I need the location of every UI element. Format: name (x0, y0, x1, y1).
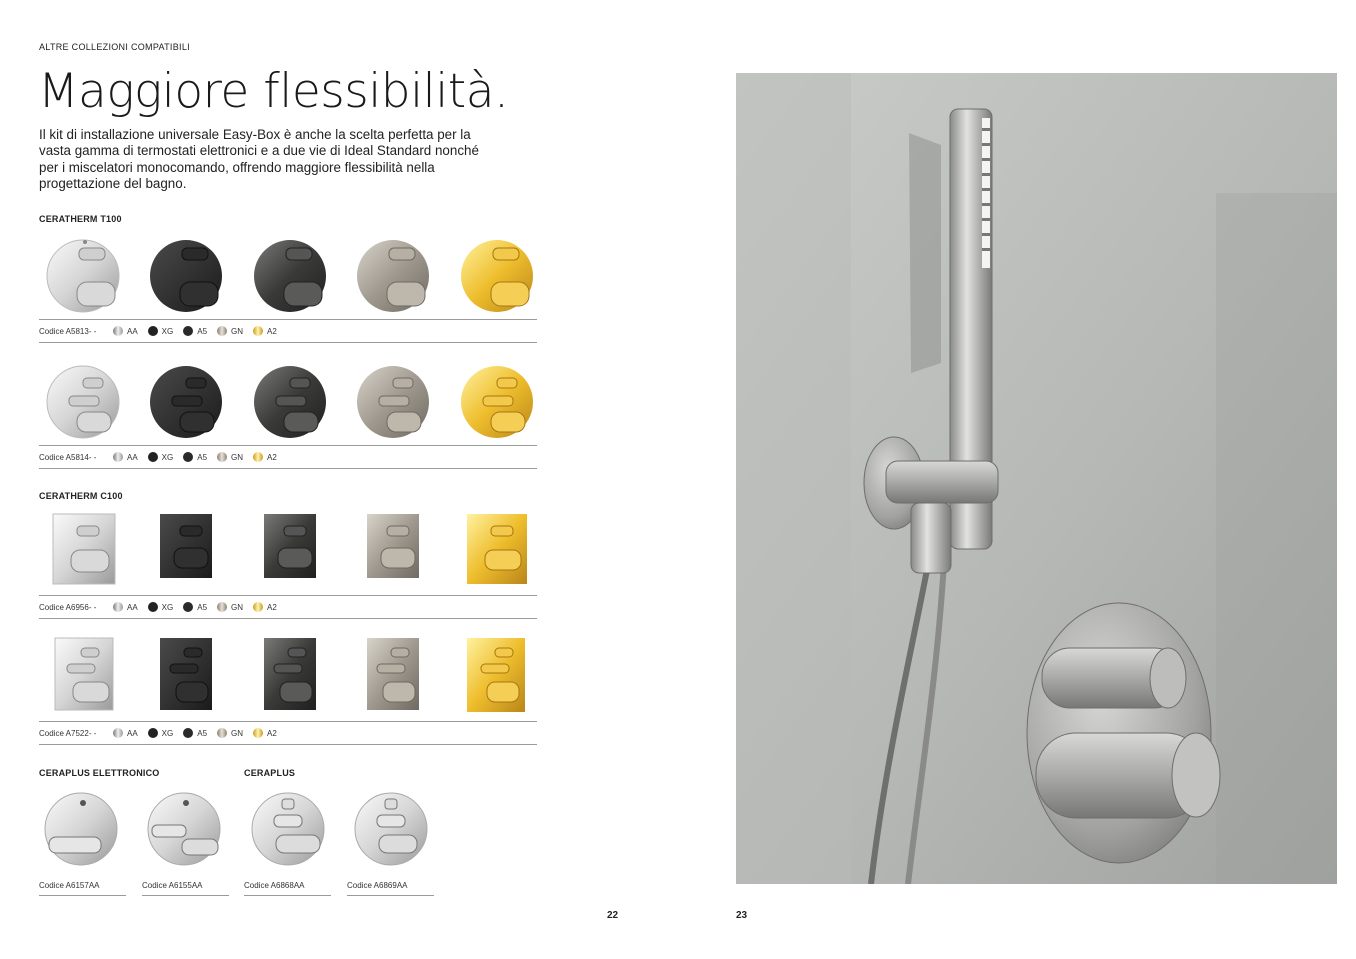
finish-dot (183, 602, 193, 612)
finish-aa: AA (113, 728, 138, 738)
product-row-a5814 (39, 356, 537, 471)
code-line (39, 601, 287, 613)
product-a6155 (142, 785, 229, 890)
finish-dot (113, 602, 123, 612)
thermostat-square-a5-image (246, 506, 338, 598)
finish-xg: XG (148, 452, 174, 462)
finish-dot (148, 452, 158, 462)
finish-xg: XG (148, 326, 174, 336)
finish-a5: A5 (183, 326, 207, 336)
finish-gn: GN (217, 728, 243, 738)
product-images (39, 632, 537, 724)
page-title: Maggiore flessibilità. (38, 64, 509, 119)
product-images (39, 230, 537, 322)
thermostat-round-gn-image (349, 230, 441, 322)
product-code: Codice A6956- - (39, 602, 97, 612)
product-row-a7522 (39, 632, 537, 747)
product-code: Codice A6157AA (39, 881, 100, 890)
finish-dot (148, 728, 158, 738)
divider (347, 895, 434, 896)
shower-set-photo (736, 73, 1337, 884)
thermostat-square-gn-image (349, 632, 441, 724)
finish-dot (113, 326, 123, 336)
finish-a2: A2 (253, 728, 277, 738)
product-code: Codice A6155AA (142, 881, 203, 890)
product-a6869 (347, 785, 434, 890)
finish-a5: A5 (183, 602, 207, 612)
finish-gn: GN (217, 326, 243, 336)
finish-dot (148, 602, 158, 612)
product-row-a6956 (39, 506, 537, 621)
section-title-ceratherm-t100: CERATHERM T100 (39, 214, 122, 224)
code-line (39, 727, 287, 739)
finish-a2: A2 (253, 326, 277, 336)
thermostat-round-xg-image (142, 356, 234, 448)
finish-dot (148, 326, 158, 336)
divider (39, 468, 537, 469)
thermostat-square-a2-image (453, 632, 545, 724)
product-code: Codice A6868AA (244, 881, 305, 890)
thermostat-square-xg-image (142, 506, 234, 598)
page-number-left: 22 (607, 910, 619, 921)
product-images (39, 506, 537, 598)
thermostat-square-xg-image (142, 632, 234, 724)
finish-aa: AA (113, 602, 138, 612)
divider (39, 721, 537, 722)
finish-dot (217, 602, 227, 612)
finish-dot (217, 452, 227, 462)
finish-a5: A5 (183, 728, 207, 738)
intro-paragraph: Il kit di installazione universale Easy-Box è anche la scelta perfetta per la vasta gamma di termostati elettronici e a due vie di Ideal Standard nonché per i miscelatori monocomando, offrendo maggiore flessibilità nella progettazione del bagno. (39, 127, 479, 192)
divider (39, 319, 537, 320)
thermostat-round-a2-image (453, 356, 545, 448)
mixer-ceraplus-image (347, 785, 434, 875)
thermostat-square-a2-image (453, 506, 545, 598)
finish-dot (183, 326, 193, 336)
mixer-electronic-image (39, 785, 126, 875)
thermostat-square-gn-image (349, 506, 441, 598)
thermostat-round-a2-image (453, 230, 545, 322)
mixer-ceraplus-image (244, 785, 331, 875)
product-code: Codice A5814- - (39, 452, 97, 462)
thermostat-round-aa-image (39, 230, 131, 322)
finish-gn: GN (217, 452, 243, 462)
finish-dot (217, 728, 227, 738)
product-row-a5813 (39, 230, 537, 345)
product-code: Codice A6869AA (347, 881, 408, 890)
mixer-electronic-image (142, 785, 229, 875)
divider (39, 895, 126, 896)
finish-dot (253, 452, 263, 462)
thermostat-round-aa-image (39, 356, 131, 448)
thermostat-square-a5-image (246, 632, 338, 724)
finish-dot (253, 728, 263, 738)
finish-aa: AA (113, 452, 138, 462)
finish-a2: A2 (253, 452, 277, 462)
divider (39, 595, 537, 596)
divider (39, 744, 537, 745)
thermostat-round-gn-image (349, 356, 441, 448)
product-images (39, 356, 537, 448)
finish-aa: AA (113, 326, 138, 336)
finish-dot (113, 452, 123, 462)
divider (39, 618, 537, 619)
thermostat-round-xg-image (142, 230, 234, 322)
product-a6868 (244, 785, 331, 890)
divider (39, 342, 537, 343)
code-line (39, 451, 287, 463)
divider (142, 895, 229, 896)
thermostat-square-aa-image (39, 632, 131, 724)
finish-dot (253, 602, 263, 612)
finish-gn: GN (217, 602, 243, 612)
finish-dot (183, 728, 193, 738)
section-title-ceraplus: CERAPLUS (244, 768, 296, 778)
divider (39, 445, 537, 446)
product-a6157 (39, 785, 126, 890)
finish-xg: XG (148, 728, 174, 738)
finish-dot (113, 728, 123, 738)
finish-a5: A5 (183, 452, 207, 462)
section-title-ceraplus-elettronico: CERAPLUS ELETTRONICO (39, 768, 160, 778)
section-title-ceratherm-c100: CERATHERM C100 (39, 491, 123, 501)
finish-dot (183, 452, 193, 462)
thermostat-round-a5-image (246, 230, 338, 322)
product-code: Codice A5813- - (39, 326, 97, 336)
product-code: Codice A7522- - (39, 728, 97, 738)
page-number-right: 23 (736, 910, 748, 921)
finish-dot (217, 326, 227, 336)
finish-a2: A2 (253, 602, 277, 612)
page-kicker: ALTRE COLLEZIONI COMPATIBILI (39, 42, 190, 52)
code-line (39, 325, 287, 337)
finish-xg: XG (148, 602, 174, 612)
finish-dot (253, 326, 263, 336)
thermostat-round-a5-image (246, 356, 338, 448)
divider (244, 895, 331, 896)
thermostat-square-aa-image (39, 506, 131, 598)
